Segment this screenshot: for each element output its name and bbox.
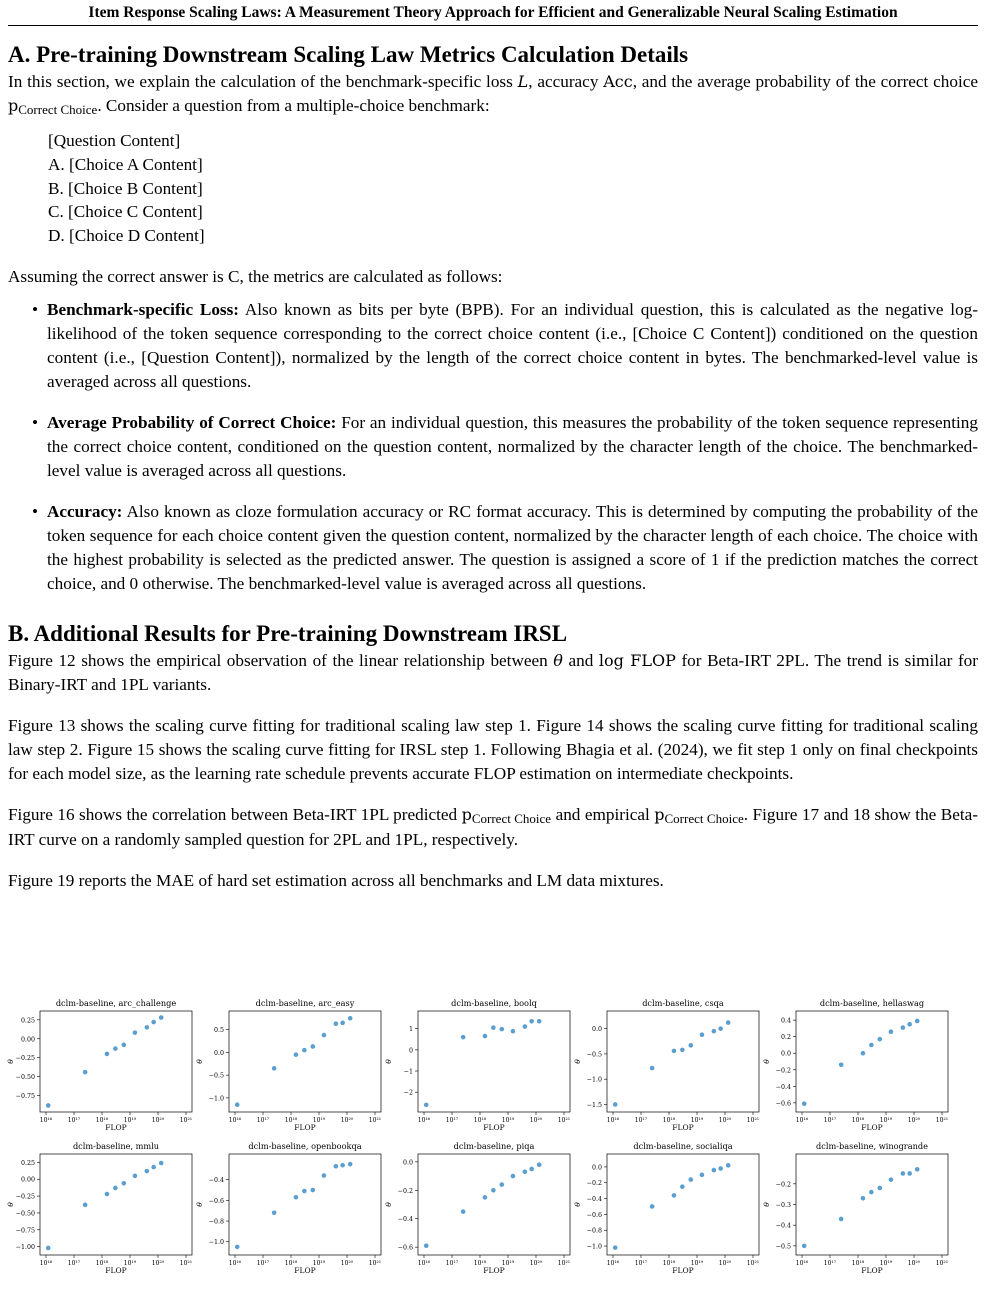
data-point bbox=[322, 1173, 327, 1178]
data-point bbox=[294, 1052, 299, 1057]
data-point bbox=[613, 1102, 618, 1107]
y-tick-label: −0.5 bbox=[775, 1243, 791, 1251]
data-point bbox=[718, 1026, 723, 1031]
y-tick-label: 0.0 bbox=[591, 1164, 602, 1172]
subplot-title: dclm-baseline, boolq bbox=[451, 998, 537, 1008]
x-tick-label: 10¹⁶ bbox=[417, 1260, 431, 1267]
data-point bbox=[712, 1029, 717, 1034]
data-point bbox=[483, 1034, 488, 1039]
data-point bbox=[322, 1033, 327, 1038]
data-point bbox=[348, 1016, 353, 1021]
x-tick-label: 10¹⁶ bbox=[228, 1260, 242, 1267]
data-point bbox=[529, 1019, 534, 1024]
data-point bbox=[869, 1043, 874, 1048]
y-axis-label: θ bbox=[762, 1202, 771, 1207]
x-tick-label: 10¹⁹ bbox=[123, 1260, 137, 1267]
data-point bbox=[901, 1171, 906, 1176]
data-point bbox=[133, 1030, 138, 1035]
subplot-arc-challenge bbox=[6, 998, 192, 1132]
y-tick-label: −0.2 bbox=[397, 1187, 413, 1195]
choice-line: C. [Choice C Content] bbox=[48, 202, 203, 222]
plot-frame bbox=[796, 1154, 948, 1255]
x-axis-label: FLOP bbox=[672, 1266, 694, 1275]
x-tick-label: 10¹⁸ bbox=[851, 1260, 865, 1267]
x-tick-label: 10¹⁸ bbox=[95, 1117, 109, 1124]
data-point bbox=[915, 1019, 920, 1024]
data-point bbox=[889, 1177, 894, 1182]
data-point bbox=[340, 1163, 345, 1168]
y-axis-label: θ bbox=[6, 1202, 15, 1207]
x-tick-label: 10¹⁷ bbox=[256, 1117, 270, 1124]
data-point bbox=[511, 1174, 516, 1179]
y-tick-label: 1 bbox=[408, 1026, 413, 1034]
x-tick-label: 10¹⁷ bbox=[67, 1117, 81, 1124]
data-point bbox=[650, 1204, 655, 1209]
data-point bbox=[121, 1181, 126, 1186]
y-tick-label: 0.25 bbox=[20, 1159, 35, 1167]
data-point bbox=[869, 1190, 874, 1195]
subplot-csqa bbox=[573, 998, 759, 1132]
x-tick-label: 10²⁰ bbox=[151, 1117, 165, 1124]
data-point bbox=[688, 1177, 693, 1182]
y-tick-label: −0.25 bbox=[15, 1055, 35, 1063]
data-point bbox=[511, 1029, 516, 1034]
y-tick-label: 0.0 bbox=[213, 1049, 224, 1057]
subplot-title: dclm-baseline, winogrande bbox=[816, 1141, 928, 1151]
x-axis-label: FLOP bbox=[483, 1123, 505, 1132]
plot-frame bbox=[607, 1011, 759, 1112]
x-tick-label: 10²⁰ bbox=[340, 1260, 354, 1267]
x-tick-label: 10¹⁷ bbox=[67, 1260, 81, 1267]
data-point bbox=[907, 1171, 912, 1176]
x-tick-label: 10¹⁶ bbox=[39, 1260, 53, 1267]
y-tick-label: 0.0 bbox=[780, 1050, 791, 1058]
x-axis-label: FLOP bbox=[861, 1266, 883, 1275]
x-tick-label: 10²⁰ bbox=[907, 1117, 921, 1124]
section-b-p2: Figure 13 shows the scaling curve fitting for traditional scaling law step 1. Figure 14 shows the scaling curve fitting for traditional scaling law step 2. Figure 15 shows the scaling curve fitting for IRSL step 1. Following Bhagia et al. (2024), we fit step 1 only on final checkpoints for each model size, as the learning rate schedule prevents accurate FLOP estimation on intermediate checkpoints. bbox=[8, 715, 978, 783]
x-tick-label: 10¹⁸ bbox=[851, 1117, 865, 1124]
y-axis-label: θ bbox=[384, 1202, 393, 1207]
data-point bbox=[523, 1024, 528, 1029]
choice-line: A. [Choice A Content] bbox=[48, 154, 203, 174]
metric-item: • Benchmark-specific Loss: Also known as bits per byte (BPB). For an individual question, this is calculated as the negative log-likelihood of the token sequence corresponding to the correct choice content (i.e., [Choice C Content]) conditioned on the question content (i.e., [Question Content]), normalized by the length of the correct choice content in bytes. The benchmarked-level value is averaged across all questions. bbox=[32, 299, 978, 391]
plot-frame bbox=[40, 1154, 192, 1255]
y-tick-label: −0.5 bbox=[208, 1072, 224, 1080]
data-point bbox=[235, 1102, 240, 1107]
x-tick-label: 10²¹ bbox=[179, 1260, 193, 1267]
data-point bbox=[334, 1021, 339, 1026]
y-tick-label: 0 bbox=[408, 1047, 413, 1055]
x-tick-label: 10¹⁷ bbox=[823, 1260, 837, 1267]
data-point bbox=[294, 1195, 299, 1200]
x-tick-label: 10¹⁷ bbox=[445, 1117, 459, 1124]
y-tick-label: −0.2 bbox=[586, 1180, 602, 1188]
x-tick-label: 10¹⁹ bbox=[501, 1260, 515, 1267]
x-tick-label: 10¹⁹ bbox=[879, 1117, 893, 1124]
subplot-title: dclm-baseline, socialiqa bbox=[633, 1141, 733, 1151]
plot-frame bbox=[607, 1154, 759, 1255]
section-b-p4: Figure 19 reports the MAE of hard set estimation across all benchmarks and LM data mixtures. bbox=[8, 870, 664, 890]
x-tick-label: 10¹⁹ bbox=[690, 1260, 704, 1267]
x-tick-label: 10¹⁶ bbox=[795, 1117, 809, 1124]
choice-line: D. [Choice D Content] bbox=[48, 226, 205, 246]
data-point bbox=[861, 1051, 866, 1056]
y-tick-label: −0.4 bbox=[775, 1083, 791, 1091]
data-point bbox=[839, 1217, 844, 1222]
data-point bbox=[700, 1173, 705, 1178]
data-point bbox=[901, 1025, 906, 1030]
y-tick-label: −1.0 bbox=[586, 1243, 602, 1251]
subplot-boolq bbox=[384, 998, 570, 1132]
data-point bbox=[680, 1048, 685, 1053]
data-point bbox=[700, 1032, 705, 1037]
y-tick-label: −1.0 bbox=[208, 1095, 224, 1103]
metric-item: • Accuracy: Also known as cloze formulation accuracy or RC format accuracy. This is determined by computing the probability of the token sequence for each choice content given the question content, normalized by the character length of each choice. The choice with the highest probability is selected as the predicted answer. The question is assigned a score of 1 if the prediction matches the correct choice, and 0 otherwise. The benchmarked-level value is averaged across all questions. bbox=[32, 501, 978, 593]
data-point bbox=[272, 1066, 277, 1071]
data-point bbox=[712, 1168, 717, 1173]
x-tick-label: 10¹⁶ bbox=[417, 1117, 431, 1124]
x-tick-label: 10¹⁹ bbox=[501, 1117, 515, 1124]
data-point bbox=[424, 1243, 429, 1248]
data-point bbox=[672, 1049, 677, 1054]
y-axis-label: θ bbox=[195, 1202, 204, 1207]
data-point bbox=[529, 1167, 534, 1172]
section-b-p3: Figure 16 shows the correlation between Beta-IRT 1PL predicted pCorrect Choice and empirical pCorrect Choice. Figure 17 and 18 show the Beta-IRT curve on a randomly sampled question for 2PL and 1PL, respectively. bbox=[8, 804, 979, 849]
x-tick-label: 10¹⁸ bbox=[473, 1117, 487, 1124]
paper-body bbox=[8, 40, 978, 893]
subplot-openbookqa bbox=[195, 1141, 381, 1275]
data-point bbox=[159, 1015, 164, 1020]
y-tick-label: −0.4 bbox=[775, 1222, 791, 1230]
data-point bbox=[302, 1048, 307, 1053]
section-a-heading: A. Pre-training Downstream Scaling Law Metrics Calculation Details bbox=[8, 42, 689, 67]
y-tick-label: −2 bbox=[403, 1089, 413, 1097]
data-point bbox=[802, 1101, 807, 1106]
plot-frame bbox=[229, 1154, 381, 1255]
x-tick-label: 10²⁰ bbox=[529, 1117, 543, 1124]
y-axis-label: θ bbox=[6, 1059, 15, 1064]
data-point bbox=[726, 1163, 731, 1168]
x-tick-label: 10¹⁷ bbox=[634, 1117, 648, 1124]
data-point bbox=[499, 1182, 504, 1187]
x-tick-label: 10¹⁸ bbox=[662, 1117, 676, 1124]
data-point bbox=[680, 1184, 685, 1189]
x-tick-label: 10¹⁸ bbox=[284, 1117, 298, 1124]
data-point bbox=[133, 1174, 138, 1179]
x-tick-label: 10²¹ bbox=[935, 1260, 949, 1267]
theta-vs-flop-figure bbox=[8, 990, 978, 1285]
x-tick-label: 10¹⁹ bbox=[123, 1117, 137, 1124]
data-point bbox=[348, 1162, 353, 1167]
x-tick-label: 10¹⁸ bbox=[95, 1260, 109, 1267]
y-tick-label: −0.25 bbox=[15, 1193, 35, 1201]
y-tick-label: −0.50 bbox=[15, 1074, 35, 1082]
x-tick-label: 10¹⁶ bbox=[795, 1260, 809, 1267]
data-point bbox=[151, 1020, 156, 1025]
y-tick-label: −0.2 bbox=[775, 1181, 791, 1189]
x-axis-label: FLOP bbox=[861, 1123, 883, 1132]
y-tick-label: −1.5 bbox=[586, 1101, 602, 1109]
x-tick-label: 10¹⁶ bbox=[606, 1260, 620, 1267]
data-point bbox=[113, 1046, 118, 1051]
data-point bbox=[302, 1189, 307, 1194]
data-point bbox=[499, 1027, 504, 1032]
data-point bbox=[113, 1186, 118, 1191]
y-tick-label: −0.5 bbox=[586, 1051, 602, 1059]
data-point bbox=[877, 1186, 882, 1191]
x-tick-label: 10¹⁷ bbox=[256, 1260, 270, 1267]
x-axis-label: FLOP bbox=[105, 1266, 127, 1275]
data-point bbox=[907, 1022, 912, 1027]
data-point bbox=[491, 1025, 496, 1030]
data-point bbox=[272, 1210, 277, 1215]
x-tick-label: 10²¹ bbox=[746, 1117, 760, 1124]
section-b-p1: Figure 12 shows the empirical observation of the linear relationship between θ and log FLOP for Beta-IRT 2PL. The trend is similar for Binary-IRT and 1PL variants. bbox=[8, 650, 978, 694]
y-tick-label: 0.4 bbox=[780, 1017, 791, 1025]
x-tick-label: 10²⁰ bbox=[718, 1260, 732, 1267]
y-tick-label: −0.75 bbox=[15, 1093, 35, 1101]
y-tick-label: 0.2 bbox=[780, 1034, 791, 1042]
data-point bbox=[145, 1169, 150, 1174]
y-tick-label: −1.00 bbox=[15, 1244, 35, 1252]
x-tick-label: 10¹⁹ bbox=[312, 1260, 326, 1267]
subplot-winogrande bbox=[762, 1141, 948, 1275]
data-point bbox=[145, 1025, 150, 1030]
subplot-title: dclm-baseline, hellaswag bbox=[819, 998, 925, 1008]
data-point bbox=[334, 1164, 339, 1169]
x-axis-label: FLOP bbox=[672, 1123, 694, 1132]
y-tick-label: −0.2 bbox=[775, 1067, 791, 1075]
data-point bbox=[877, 1037, 882, 1042]
question-template bbox=[48, 129, 978, 248]
x-tick-label: 10¹⁶ bbox=[39, 1117, 53, 1124]
data-point bbox=[83, 1203, 88, 1208]
y-tick-label: 0.0 bbox=[591, 1026, 602, 1034]
data-point bbox=[46, 1103, 51, 1108]
data-point bbox=[46, 1246, 51, 1251]
data-point bbox=[650, 1066, 655, 1071]
x-tick-label: 10²¹ bbox=[557, 1260, 571, 1267]
choice-line: B. [Choice B Content] bbox=[48, 178, 203, 198]
y-tick-label: −0.50 bbox=[15, 1210, 35, 1218]
running-header: Item Response Scaling Laws: A Measurement Theory Approach for Efficient and Generalizable Neural Scaling Estimation bbox=[8, 3, 978, 26]
data-point bbox=[105, 1192, 110, 1197]
plot-frame bbox=[796, 1011, 948, 1112]
x-tick-label: 10²¹ bbox=[179, 1117, 193, 1124]
subplot-hellaswag bbox=[762, 998, 948, 1132]
x-axis-label: FLOP bbox=[294, 1123, 316, 1132]
y-tick-label: 0.0 bbox=[402, 1159, 413, 1167]
subplot-piqa bbox=[384, 1141, 570, 1275]
y-tick-label: −0.6 bbox=[208, 1197, 224, 1205]
x-tick-label: 10²¹ bbox=[746, 1260, 760, 1267]
x-tick-label: 10¹⁹ bbox=[690, 1117, 704, 1124]
subplot-title: dclm-baseline, arc_easy bbox=[255, 998, 355, 1008]
y-tick-label: −0.8 bbox=[586, 1227, 602, 1235]
x-tick-label: 10¹⁷ bbox=[823, 1117, 837, 1124]
y-tick-label: −0.75 bbox=[15, 1227, 35, 1235]
data-point bbox=[537, 1162, 542, 1167]
y-axis-label: θ bbox=[384, 1059, 393, 1064]
x-tick-label: 10¹⁸ bbox=[473, 1260, 487, 1267]
subplot-arc-easy bbox=[195, 998, 381, 1132]
x-tick-label: 10¹⁸ bbox=[284, 1260, 298, 1267]
subplot-mmlu bbox=[6, 1141, 192, 1275]
subplot-title: dclm-baseline, openbookqa bbox=[248, 1141, 362, 1151]
section-a-intro: In this section, we explain the calculation of the benchmark-specific loss L, accuracy Acc, and the average probability of the correct choice pCorrect Choice. Consider a question from a multiple-choice benchmark: bbox=[8, 72, 978, 117]
x-tick-label: 10²¹ bbox=[368, 1117, 382, 1124]
y-tick-label: −0.8 bbox=[208, 1218, 224, 1226]
x-tick-label: 10¹⁸ bbox=[662, 1260, 676, 1267]
y-tick-label: −0.6 bbox=[397, 1244, 413, 1252]
data-point bbox=[310, 1188, 315, 1193]
y-tick-label: −1 bbox=[403, 1068, 413, 1076]
subplot-title: dclm-baseline, csqa bbox=[642, 998, 724, 1008]
x-axis-label: FLOP bbox=[294, 1266, 316, 1275]
plot-frame bbox=[418, 1154, 570, 1255]
x-tick-label: 10²¹ bbox=[935, 1117, 949, 1124]
y-tick-label: 0.25 bbox=[20, 1017, 35, 1025]
y-tick-label: −0.3 bbox=[775, 1202, 791, 1209]
x-tick-label: 10²¹ bbox=[368, 1260, 382, 1267]
data-point bbox=[839, 1063, 844, 1068]
data-point bbox=[802, 1244, 807, 1249]
data-point bbox=[121, 1043, 126, 1048]
question-line: [Question Content] bbox=[48, 131, 181, 150]
y-axis-label: θ bbox=[573, 1202, 582, 1207]
y-tick-label: 0.00 bbox=[20, 1176, 35, 1184]
y-tick-label: −0.6 bbox=[775, 1100, 791, 1108]
x-tick-label: 10²⁰ bbox=[907, 1260, 921, 1267]
data-point bbox=[537, 1019, 542, 1024]
data-point bbox=[688, 1043, 693, 1048]
y-tick-label: −0.4 bbox=[208, 1177, 224, 1185]
y-axis-label: θ bbox=[195, 1059, 204, 1064]
data-point bbox=[235, 1245, 240, 1250]
y-tick-label: 0.00 bbox=[20, 1036, 35, 1044]
x-tick-label: 10²⁰ bbox=[151, 1260, 165, 1267]
x-axis-label: FLOP bbox=[483, 1266, 505, 1275]
y-tick-label: −0.4 bbox=[586, 1196, 602, 1204]
metric-list bbox=[8, 298, 978, 596]
x-tick-label: 10¹⁹ bbox=[312, 1117, 326, 1124]
y-tick-label: −0.4 bbox=[397, 1216, 413, 1224]
x-tick-label: 10²¹ bbox=[557, 1117, 571, 1124]
data-point bbox=[483, 1195, 488, 1200]
plot-frame bbox=[229, 1011, 381, 1112]
data-point bbox=[424, 1103, 429, 1108]
x-tick-label: 10²⁰ bbox=[340, 1117, 354, 1124]
data-point bbox=[461, 1209, 466, 1214]
data-point bbox=[915, 1167, 920, 1172]
data-point bbox=[340, 1021, 345, 1026]
data-point bbox=[159, 1161, 164, 1166]
subplot-socialiqa bbox=[573, 1141, 759, 1275]
y-tick-label: −1.0 bbox=[208, 1239, 224, 1247]
data-point bbox=[491, 1188, 496, 1193]
data-point bbox=[105, 1052, 110, 1057]
data-point bbox=[523, 1169, 528, 1174]
x-tick-label: 10²⁰ bbox=[718, 1117, 732, 1124]
data-point bbox=[151, 1165, 156, 1170]
y-tick-label: −1.0 bbox=[586, 1076, 602, 1084]
data-point bbox=[613, 1245, 618, 1250]
data-point bbox=[310, 1044, 315, 1049]
section-b-heading: B. Additional Results for Pre-training Downstream IRSL bbox=[8, 620, 568, 646]
y-tick-label: 0.5 bbox=[213, 1027, 224, 1035]
x-tick-label: 10¹⁹ bbox=[879, 1260, 893, 1267]
data-point bbox=[461, 1035, 466, 1040]
subplot-title: dclm-baseline, arc_challenge bbox=[55, 998, 177, 1008]
y-axis-label: θ bbox=[762, 1059, 771, 1064]
y-axis-label: θ bbox=[573, 1059, 582, 1064]
x-axis-label: FLOP bbox=[105, 1123, 127, 1132]
subplot-title: dclm-baseline, mmlu bbox=[72, 1141, 160, 1151]
data-point bbox=[889, 1029, 894, 1034]
data-point bbox=[726, 1020, 731, 1025]
data-point bbox=[718, 1166, 723, 1171]
data-point bbox=[83, 1070, 88, 1075]
subplot-title: dclm-baseline, piqa bbox=[453, 1141, 535, 1151]
assumption-paragraph: Assuming the correct answer is C, the metrics are calculated as follows: bbox=[8, 266, 503, 286]
metric-item: • Average Probability of Correct Choice: For an individual question, this measures the probability of the token sequence representing the correct choice content, conditioned on the question content, normalized by the character length of the choice. The benchmarked-level value is averaged across all questions. bbox=[32, 412, 978, 480]
x-tick-label: 10¹⁷ bbox=[445, 1260, 459, 1267]
x-tick-label: 10¹⁶ bbox=[228, 1117, 242, 1124]
x-tick-label: 10¹⁷ bbox=[634, 1260, 648, 1267]
x-tick-label: 10¹⁶ bbox=[606, 1117, 620, 1124]
data-point bbox=[861, 1196, 866, 1201]
data-point bbox=[672, 1193, 677, 1198]
y-tick-label: −0.6 bbox=[586, 1211, 602, 1219]
x-tick-label: 10²⁰ bbox=[529, 1260, 543, 1267]
plot-frame bbox=[40, 1011, 192, 1112]
